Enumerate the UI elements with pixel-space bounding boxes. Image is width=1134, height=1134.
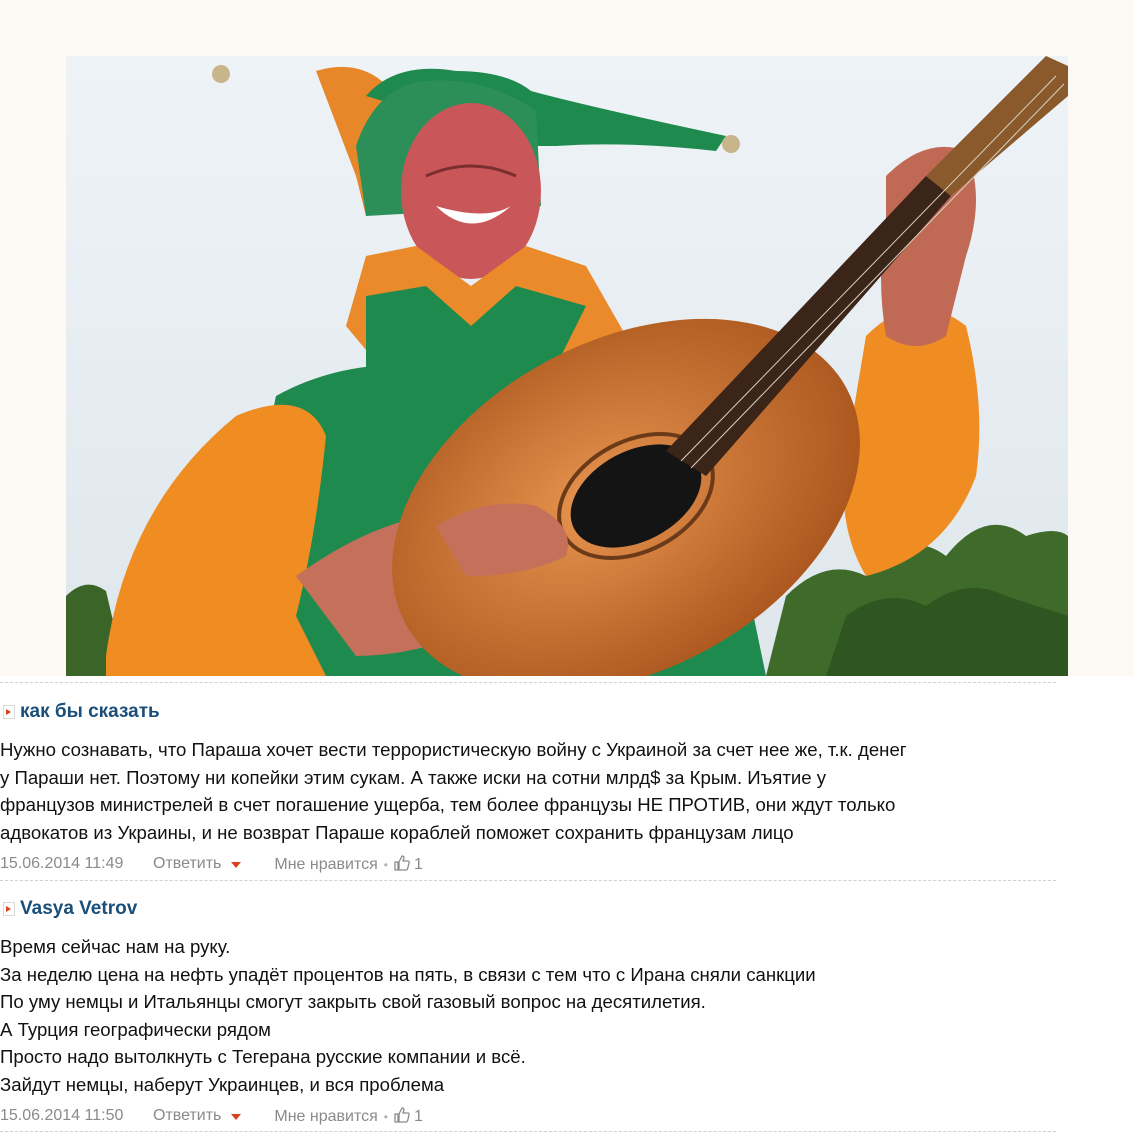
comment-line: Просто надо вытолкнуть с Тегерана русские компании и всё. (0, 1046, 526, 1067)
chevron-right-icon (3, 902, 15, 916)
comment-meta (0, 1105, 1060, 1127)
comment-text (0, 933, 1056, 1098)
comment-line: По уму немцы и Итальянцы смогут закрыть свой газовый вопрос на десятилетия. (0, 991, 706, 1012)
comment-author[interactable]: Vasya Vetrov (20, 898, 138, 919)
reply-label: Ответить (153, 855, 222, 872)
comment-line: Время сейчас нам на руку. (0, 936, 231, 957)
comment-item (0, 897, 1060, 1127)
like-button[interactable] (274, 1106, 423, 1126)
comment-date: 15.06.2014 11:50 (0, 1107, 124, 1124)
comment-line: Нужно сознавать, что Параша хочет вести террористическую войну с Украиной за счет нее же, т.к. денег (0, 739, 907, 760)
caret-down-icon (231, 862, 241, 868)
comment-line: Зайдут немцы, наберут Украинцев, и вся проблема (0, 1073, 445, 1095)
comment-header (0, 700, 1060, 724)
like-label: Мне нравится (274, 856, 378, 873)
like-button[interactable] (274, 854, 423, 874)
comment-date: 15.06.2014 11:49 (0, 855, 124, 872)
like-label: Мне нравится (274, 1108, 378, 1125)
thumbs-up-icon (393, 1106, 411, 1124)
comment-line: французов министрелей в счет погашение ущерба, тем более французы НЕ ПРОТИВ, они ждут только (0, 794, 896, 815)
jester-photo (66, 56, 1068, 676)
comment-line: А Турция географически рядом (0, 1018, 271, 1040)
comment-divider (0, 682, 1056, 683)
thumbs-up-icon (393, 854, 411, 872)
comment-author[interactable]: как бы сказать (20, 701, 160, 722)
comment-line: у Параши нет. Поэтому ни копейки этим сукам. А также иски на сотни млрд$ за Крым. Иъятие у (0, 766, 827, 788)
dot-separator: • (383, 858, 388, 872)
caret-down-icon (231, 1114, 241, 1120)
reply-button[interactable] (153, 855, 241, 873)
reply-button[interactable] (153, 1107, 241, 1125)
comment-line: адвокатов из Украины, и не возврат Параше кораблей поможет сохранить французам лицо (0, 821, 794, 843)
comment-item (0, 700, 1060, 875)
comment-divider (0, 1131, 1056, 1132)
like-count: 1 (413, 856, 423, 873)
comment-line: За неделю цена на нефть упадёт процентов на пять, в связи с тем что с Ирана сняли санкции (0, 963, 816, 985)
dot-separator: • (383, 1110, 388, 1124)
comment-header (0, 897, 1060, 921)
comment-meta (0, 853, 1060, 875)
like-count: 1 (413, 1108, 423, 1125)
comment-text (0, 736, 1056, 846)
comment-divider (0, 880, 1056, 881)
reply-label: Ответить (153, 1107, 222, 1124)
chevron-right-icon (3, 705, 15, 719)
